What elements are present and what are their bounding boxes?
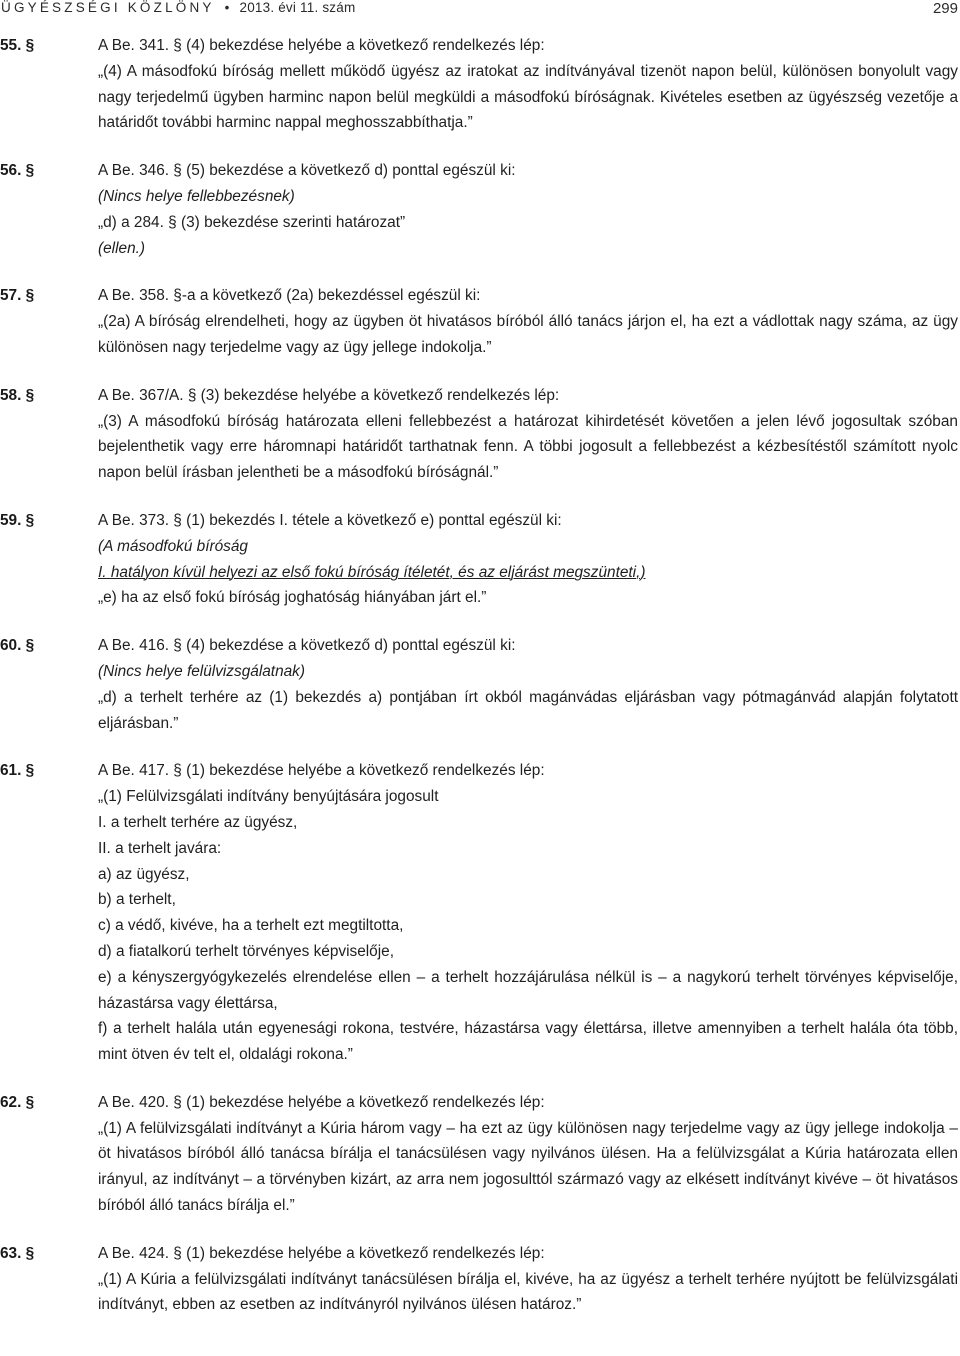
section-number: 63. §	[0, 1244, 35, 1262]
section-57	[0, 283, 958, 360]
section-number: 56. §	[0, 162, 35, 180]
section-55	[0, 33, 958, 136]
amendment-line: „(1) Felülvizsgálati indítvány benyújtására jogosult	[98, 788, 439, 806]
amendment-text: „(4) A másodfokú bíróság mellett működő ügyész az iratokat az indítványával tizenöt napon belül, különösen bonyolult vagy nagy terjedelmű ügyben harminc napon belül megküldi a másodfokú bíróságnak. Kivételes esetben az ügyészség vezetője a határidőt további harminc nappal meghosszabbíthatja.”	[98, 62, 958, 132]
section-62	[0, 1090, 958, 1219]
section-61	[0, 758, 958, 1068]
document-body	[0, 33, 958, 1340]
amendment-text: „(3) A másodfokú bíróság határozata elleni fellebbezést a határozat kihirdetését követően a jelen lévő jogosultak szóban bejelenthetik vagy erre háromnapi határidőt tarthatnak fenn. A többi jogosult a fellebbezést a kézbesítéstől számított nyolc napon belül írásban jelentheti be a másodfokú bíróságnál.”	[98, 412, 958, 482]
section-heading	[0, 33, 958, 59]
section-title: A Be. 424. § (1) bekezdése helyébe a következő rendelkezés lép:	[98, 1244, 545, 1262]
section-heading	[0, 283, 958, 309]
section-title: A Be. 373. § (1) bekezdés I. tétele a következő e) ponttal egészül ki:	[98, 511, 562, 529]
section-heading	[0, 758, 958, 784]
section-number: 58. §	[0, 386, 35, 404]
list-item: II. a terhelt javára:	[98, 839, 222, 857]
context-line: (Nincs helye fellebbezésnek)	[98, 187, 295, 205]
section-title: A Be. 358. §-a a következő (2a) bekezdéssel egészül ki:	[98, 287, 481, 305]
section-number: 61. §	[0, 762, 35, 780]
section-heading	[0, 158, 958, 184]
section-heading	[0, 1241, 958, 1267]
context-line: (A másodfokú bíróság	[98, 537, 248, 555]
section-60	[0, 633, 958, 736]
section-number: 62. §	[0, 1093, 35, 1111]
section-heading	[0, 633, 958, 659]
context-line: (ellen.)	[98, 239, 146, 257]
section-number: 59. §	[0, 511, 35, 529]
list-item: c) a védő, kivéve, ha a terhelt ezt megtiltotta,	[98, 917, 404, 935]
amendment-line: „e) ha az első fokú bíróság joghatóság hiányában járt el.”	[98, 589, 487, 607]
section-heading	[0, 508, 958, 534]
context-line: I. hatályon kívül helyezi az első fokú bíróság ítéletét, és az eljárást megszünteti,)	[98, 563, 646, 581]
section-58	[0, 383, 958, 486]
section-number: 60. §	[0, 637, 35, 655]
context-line: (Nincs helye felülvizsgálatnak)	[98, 662, 306, 680]
page-header	[0, 0, 958, 22]
header-separator: •	[224, 0, 230, 15]
amendment-text: „(1) A felülvizsgálati indítványt a Kúria három vagy – ha ezt az ügy különösen nagy terjedelme vagy az ügy jellege indokolja – öt hivatásos bíróból álló tanácsa bírálja el tanácsülésen vagy nyilvános ülésen. Ha a felülvizsgálat a Kúria határozata ellen irányul, az indítványt – a törvényben kizárt, az arra nem jogosulttól származó vagy az elkésett indítványt kivéve – öt hivatásos bíróból álló tanács bírálja el.”	[98, 1119, 958, 1215]
section-56	[0, 158, 958, 261]
section-title: A Be. 420. § (1) bekezdése helyébe a következő rendelkezés lép:	[98, 1093, 545, 1111]
section-heading	[0, 383, 958, 409]
section-heading	[0, 1090, 958, 1116]
section-number: 57. §	[0, 287, 35, 305]
section-title: A Be. 341. § (4) bekezdése helyébe a következő rendelkezés lép:	[98, 37, 545, 54]
page-number: 299	[932, 0, 958, 17]
section-title: A Be. 346. § (5) bekezdése a következő d) ponttal egészül ki:	[98, 162, 516, 180]
section-title: A Be. 417. § (1) bekezdése helyébe a következő rendelkezés lép:	[98, 762, 545, 780]
amendment-text: „(2a) A bíróság elrendelheti, hogy az ügyben öt hivatásos bíróból álló tanács járjon el, ha ezt a vádlottak nagy száma, az ügy különösen nagy terjedelme vagy az ügy jellege indokolja.”	[98, 313, 958, 356]
list-item: b) a terhelt,	[98, 891, 176, 909]
journal-title: ÜGYÉSZSÉGI KÖZLÖNY	[1, 0, 215, 15]
section-number: 55. §	[0, 37, 35, 54]
list-item: f) a terhelt halála után egyenesági rokona, testvére, házastársa vagy élettársa, illetve amennyiben a terhelt halála óta több, mint ötven év telt el, oldalági rokona.”	[98, 1020, 958, 1064]
running-head	[0, 0, 355, 15]
list-item: I. a terhelt terhére az ügyész,	[98, 813, 298, 831]
issue-label: 2013. évi 11. szám	[239, 0, 356, 15]
list-item: a) az ügyész,	[98, 865, 190, 883]
amendment-line: „d) a 284. § (3) bekezdése szerinti határozat”	[98, 213, 406, 231]
section-59	[0, 508, 958, 611]
list-item: d) a fiatalkorú terhelt törvényes képviselője,	[98, 942, 394, 960]
section-title: A Be. 416. § (4) bekezdése a következő d) ponttal egészül ki:	[98, 637, 516, 655]
amendment-text: „d) a terhelt terhére az (1) bekezdés a) pontjában írt okból magánvádas eljárásban vagy pótmagánvád alapján folytatott eljárásban.”	[98, 688, 958, 732]
amendment-text: „(1) A Kúria a felülvizsgálati indítványt tanácsülésen bírálja el, kivéve, ha az ügyész a terhelt terhére nyújtott be felülvizsgálati indítványt, ebben az esetben az indítványról nyilvános ülésen határoz.”	[98, 1270, 958, 1314]
section-63	[0, 1241, 958, 1318]
list-item: e) a kényszergyógykezelés elrendelése ellen – a terhelt hozzájárulása nélkül is – a nagykorú terhelt törvényes képviselője, házastársa vagy élettársa,	[98, 968, 958, 1012]
section-title: A Be. 367/A. § (3) bekezdése helyébe a következő rendelkezés lép:	[98, 386, 560, 404]
